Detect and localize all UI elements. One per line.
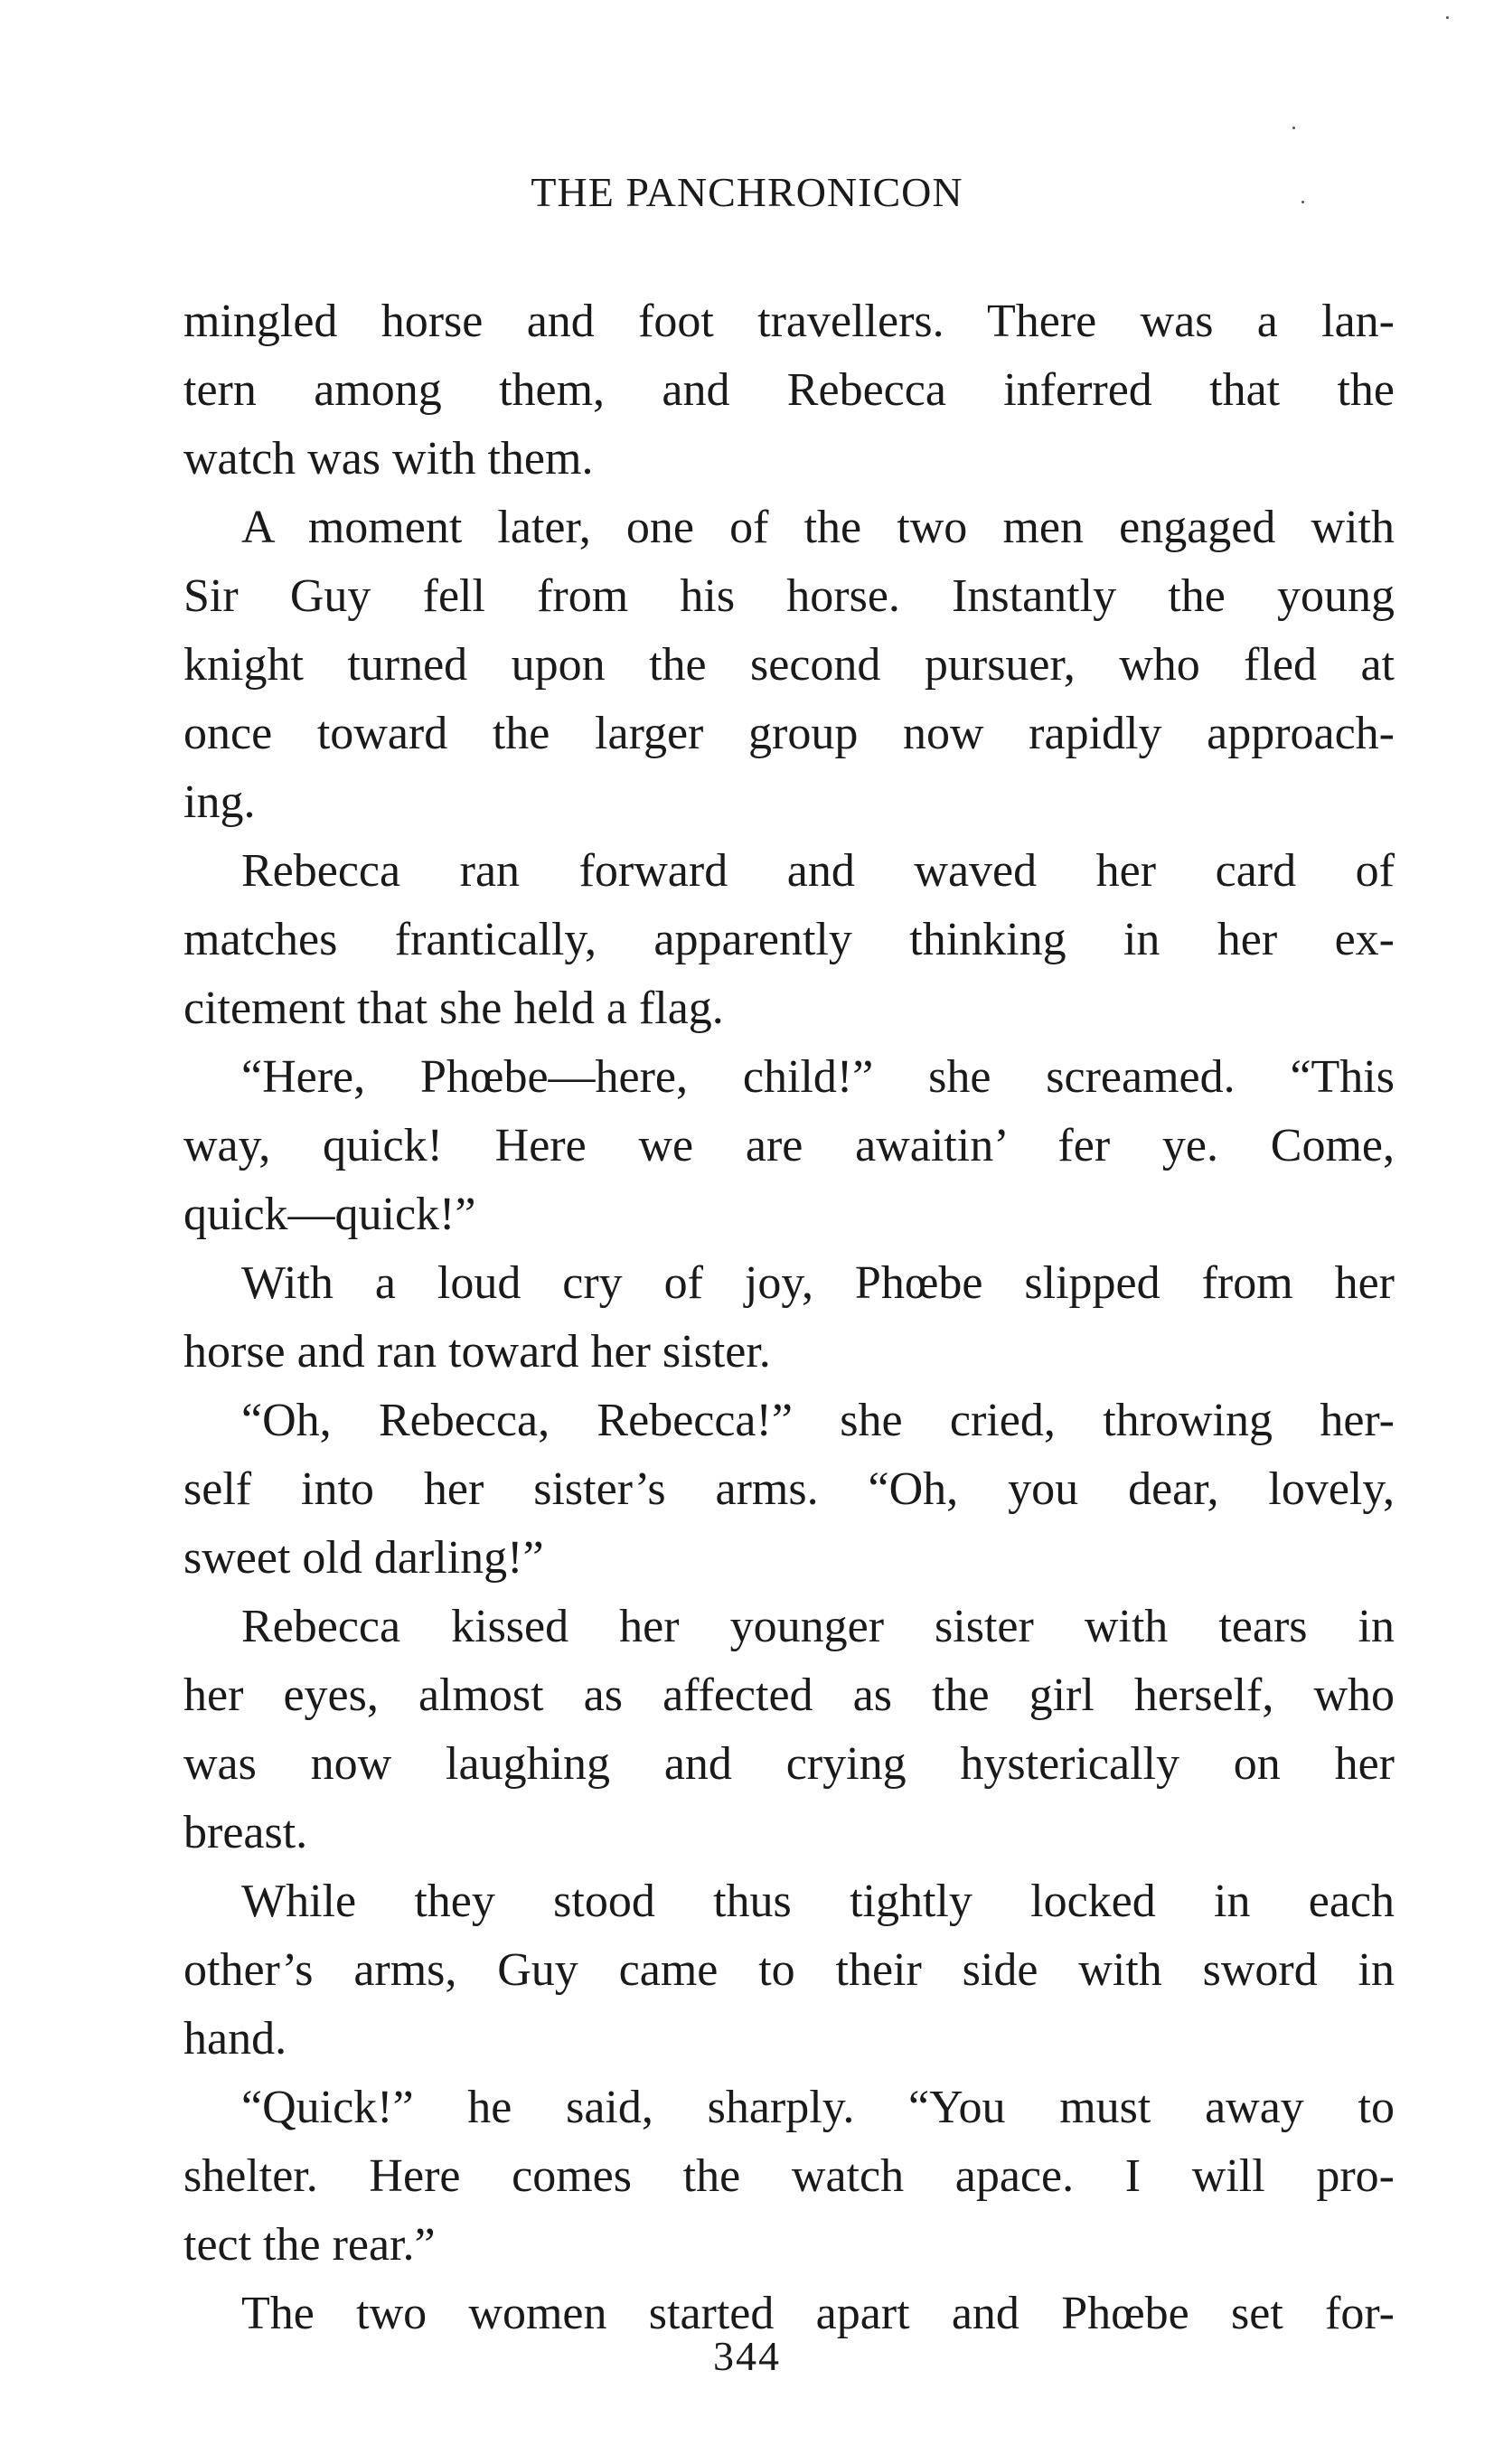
text-line: While they stood thus tightly locked in each <box>241 1876 1395 1927</box>
text-line: tect the rear.” <box>183 2219 436 2271</box>
running-head: THE PANCHRONICON <box>531 169 963 215</box>
text-line: tern among them, and Rebecca inferred that the <box>183 364 1395 416</box>
text-line: “Oh, Rebecca, Rebecca!” she cried, throwing her- <box>241 1395 1395 1446</box>
text-line: mingled horse and foot travellers. There was a lan- <box>183 296 1395 347</box>
text-line: Rebecca kissed her younger sister with tears in <box>241 1601 1395 1652</box>
scan-speck <box>1292 127 1295 129</box>
text-line: With a loud cry of joy, Phœbe slipped from her <box>241 1257 1395 1309</box>
text-line: was now laughing and crying hysterically on her <box>183 1738 1395 1790</box>
text-line: horse and ran toward her sister. <box>183 1326 771 1378</box>
text-line: “Quick!” he said, sharply. “You must away to <box>241 2082 1395 2133</box>
text-line: watch was with them. <box>183 433 594 484</box>
scan-speck <box>1446 16 1449 19</box>
body-text <box>183 287 1395 2348</box>
text-line: ing. <box>183 776 256 828</box>
text-line: A moment later, one of the two men engaged with <box>241 502 1395 553</box>
text-line: quick—quick!” <box>183 1189 476 1240</box>
text-line: her eyes, almost as affected as the girl herself, who <box>183 1669 1395 1721</box>
text-line: “Here, Phœbe—here, child!” she screamed. “This <box>241 1051 1395 1103</box>
page-number: 344 <box>713 2333 781 2379</box>
text-line: hand. <box>183 2013 287 2064</box>
text-line: Rebecca ran forward and waved her card of <box>241 845 1395 897</box>
text-line: sweet old darling!” <box>183 1532 544 1584</box>
text-line: The two women started apart and Phœbe set for- <box>241 2288 1395 2339</box>
text-line: way, quick! Here we are awaitin’ fer ye. Come, <box>183 1120 1395 1171</box>
text-line: citement that she held a flag. <box>183 983 724 1034</box>
text-line: once toward the larger group now rapidly approach- <box>183 708 1395 759</box>
text-line: self into her sister’s arms. “Oh, you dear, lovely, <box>183 1463 1395 1515</box>
text-line: shelter. Here comes the watch apace. I will pro- <box>183 2150 1395 2202</box>
text-line: knight turned upon the second pursuer, who fled at <box>183 639 1395 691</box>
text-line: breast. <box>183 1807 308 1858</box>
text-line: matches frantically, apparently thinking in her ex- <box>183 914 1395 965</box>
text-line: Sir Guy fell from his horse. Instantly the young <box>183 570 1395 622</box>
text-line: other’s arms, Guy came to their side with sword in <box>183 1944 1395 1996</box>
